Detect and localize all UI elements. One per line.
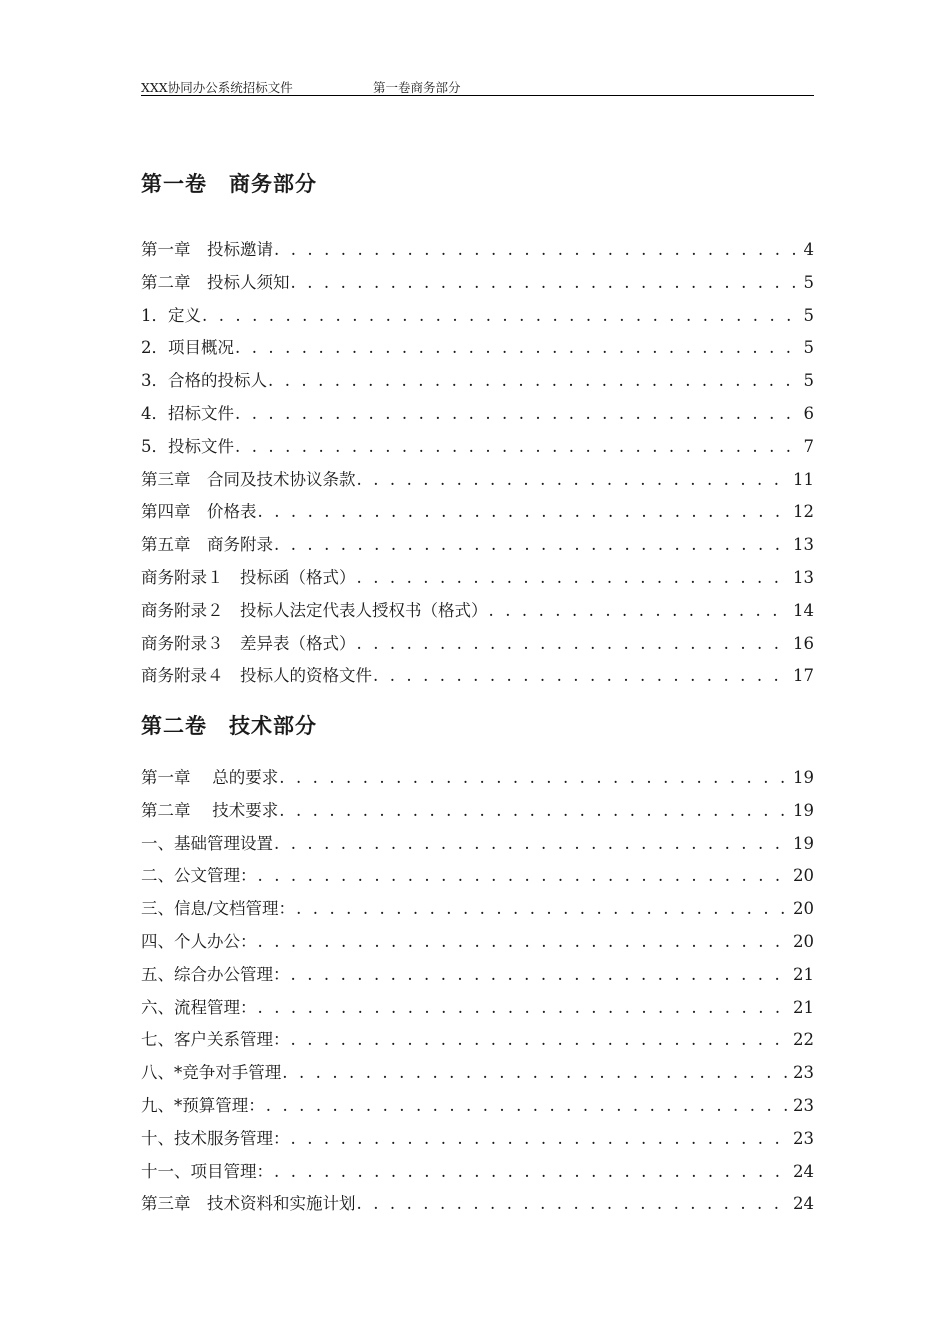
- toc-entry-page-number: 14: [793, 600, 814, 620]
- toc-entry[interactable]: [141, 1191, 814, 1215]
- toc-entry-page-number: 11: [793, 469, 814, 489]
- toc-entry-label: 六、流程管理：: [141, 997, 257, 1017]
- toc-entry[interactable]: [141, 1027, 814, 1051]
- toc-entry-page-number: 19: [793, 800, 814, 820]
- toc-entry-label: 商务附录３ 差异表（格式）: [141, 633, 356, 653]
- dot-leader: [357, 1193, 790, 1215]
- toc-entry-page-number: 13: [793, 568, 814, 587]
- toc-entry-page-number: 24: [793, 1161, 814, 1181]
- volume-title: 第二卷 技术部分: [141, 713, 317, 738]
- toc-entry-label: 第四章 价格表: [141, 502, 257, 522]
- dot-leader: [235, 403, 800, 425]
- toc-entry-page-number: 7: [803, 436, 814, 456]
- dot-leader: [291, 272, 800, 294]
- toc-entry-label: 八、*竞争对手管理: [141, 1063, 282, 1083]
- toc-entry-page-number: 17: [793, 666, 814, 686]
- toc-entry[interactable]: [141, 831, 814, 855]
- toc-entry-label: 4．招标文件: [141, 404, 234, 423]
- toc-entry-page-number: 20: [793, 899, 814, 919]
- toc-entry-page-number: 13: [793, 535, 814, 555]
- toc-entry[interactable]: [141, 1159, 814, 1183]
- toc-entry-label: 第一章 总的要求: [141, 768, 279, 787]
- dot-leader: [291, 1029, 790, 1051]
- toc-entry[interactable]: [141, 368, 814, 392]
- toc-entry[interactable]: [141, 237, 814, 261]
- toc-entry-page-number: 20: [793, 866, 814, 886]
- toc-entry-label: 第二章 技术要求: [141, 800, 279, 820]
- toc-entry-page-number: 21: [793, 964, 814, 984]
- toc-entry-page-number: 19: [793, 768, 814, 787]
- toc-entry-page-number: 4: [803, 240, 814, 259]
- toc-entry-page-number: 20: [793, 932, 814, 951]
- dot-leader: [357, 633, 790, 655]
- toc-entry-label: 商务附录２ 投标人法定代表人授权书（格式）: [141, 600, 488, 620]
- toc-entry-label: 三、信息/文档管理：: [141, 899, 296, 919]
- dot-leader: [296, 898, 789, 920]
- toc-entry-label: 一、基础管理设置: [141, 833, 273, 853]
- toc-entry-label: 二、公文管理：: [141, 866, 257, 886]
- dot-leader: [274, 239, 800, 261]
- toc-entry-label: 商务附录１ 投标函（格式）: [141, 568, 356, 587]
- toc-entry[interactable]: [141, 1093, 814, 1117]
- toc-entry-page-number: 23: [793, 1096, 814, 1115]
- toc-entry[interactable]: [141, 434, 814, 458]
- toc-entry-label: 四、个人办公：: [141, 932, 257, 951]
- toc-entry[interactable]: [141, 663, 814, 687]
- toc-entry[interactable]: [141, 467, 814, 491]
- toc-entry[interactable]: [141, 1126, 814, 1150]
- toc-entry-label: 七、客户关系管理：: [141, 1030, 290, 1050]
- dot-leader: [235, 337, 800, 359]
- toc-entry-label: 商务附录４ 投标人的资格文件: [141, 666, 372, 686]
- dot-leader: [258, 865, 790, 887]
- toc-entry-label: 第一章 投标邀请: [141, 240, 273, 259]
- header-section-title: 第一卷商务部分: [373, 80, 461, 95]
- toc-entry-page-number: 12: [793, 502, 814, 522]
- dot-leader: [291, 964, 790, 986]
- toc-entry[interactable]: [141, 929, 814, 953]
- toc-entry-page-number: 5: [803, 305, 814, 325]
- toc-entry[interactable]: [141, 335, 814, 359]
- toc-entry[interactable]: [141, 631, 814, 655]
- dot-leader: [274, 534, 789, 556]
- toc-entry-label: 1．定义: [141, 305, 201, 325]
- toc-entry[interactable]: [141, 565, 814, 589]
- dot-leader: [258, 931, 790, 953]
- toc-entry-label: 第三章 合同及技术协议条款: [141, 469, 356, 489]
- toc-entry[interactable]: [141, 401, 814, 425]
- toc-entry[interactable]: [141, 1060, 814, 1084]
- toc-entry[interactable]: [141, 598, 814, 622]
- toc-entry-page-number: 24: [793, 1194, 814, 1214]
- dot-leader: [282, 1062, 789, 1084]
- dot-leader: [235, 436, 800, 458]
- toc-entry[interactable]: [141, 798, 814, 822]
- toc-entry-label: 九、*预算管理：: [141, 1096, 265, 1115]
- toc-entry[interactable]: [141, 995, 814, 1019]
- toc-entry-page-number: 5: [803, 371, 814, 391]
- dot-leader: [258, 997, 790, 1019]
- toc-entry-label: 第三章 技术资料和实施计划: [141, 1194, 356, 1214]
- toc-entry-page-number: 21: [793, 997, 814, 1017]
- toc-entry-label: 五、综合办公管理：: [141, 964, 290, 984]
- toc-entry[interactable]: [141, 896, 814, 920]
- toc-entry[interactable]: [141, 962, 814, 986]
- toc-entry-label: 2．项目概况: [141, 338, 234, 358]
- toc-entry-page-number: 22: [793, 1030, 814, 1050]
- page-header: [141, 77, 814, 96]
- volume-title: 第一卷 商务部分: [141, 171, 317, 196]
- dot-leader: [274, 1161, 789, 1183]
- dot-leader: [291, 1128, 790, 1150]
- toc-entry[interactable]: [141, 499, 814, 523]
- toc-entry[interactable]: [141, 303, 814, 327]
- toc-entry-page-number: 5: [803, 272, 814, 292]
- dot-leader: [266, 1095, 789, 1117]
- toc-entry-label: 十一、项目管理：: [141, 1161, 273, 1181]
- dot-leader: [357, 567, 790, 589]
- toc-entry-page-number: 23: [793, 1128, 814, 1148]
- dot-leader: [202, 305, 800, 327]
- toc-entry[interactable]: [141, 532, 814, 556]
- dot-leader: [274, 833, 789, 855]
- toc-entry[interactable]: [141, 863, 814, 887]
- toc-entry-label: 3．合格的投标人: [141, 371, 267, 391]
- header-doc-title: XXX协同办公系统招标文件: [141, 80, 293, 95]
- dot-leader: [279, 800, 789, 822]
- toc-entry-page-number: 5: [803, 338, 814, 358]
- dot-leader: [268, 370, 800, 392]
- toc-entry-page-number: 6: [803, 404, 814, 423]
- toc-entry-label: 十、技术服务管理：: [141, 1128, 290, 1148]
- toc-entry-label: 5．投标文件: [141, 436, 234, 456]
- toc-entry-label: 第二章 投标人须知: [141, 272, 290, 292]
- dot-leader: [373, 665, 789, 687]
- toc-entry[interactable]: [141, 270, 814, 294]
- dot-leader: [279, 767, 789, 789]
- toc-entry-page-number: 19: [793, 833, 814, 853]
- dot-leader: [357, 469, 790, 491]
- dot-leader: [258, 501, 790, 523]
- toc-entry-page-number: 23: [793, 1063, 814, 1083]
- toc-entry-page-number: 16: [793, 633, 814, 653]
- toc-entry[interactable]: [141, 765, 814, 789]
- toc-entry-label: 第五章 商务附录: [141, 535, 273, 555]
- dot-leader: [489, 600, 790, 622]
